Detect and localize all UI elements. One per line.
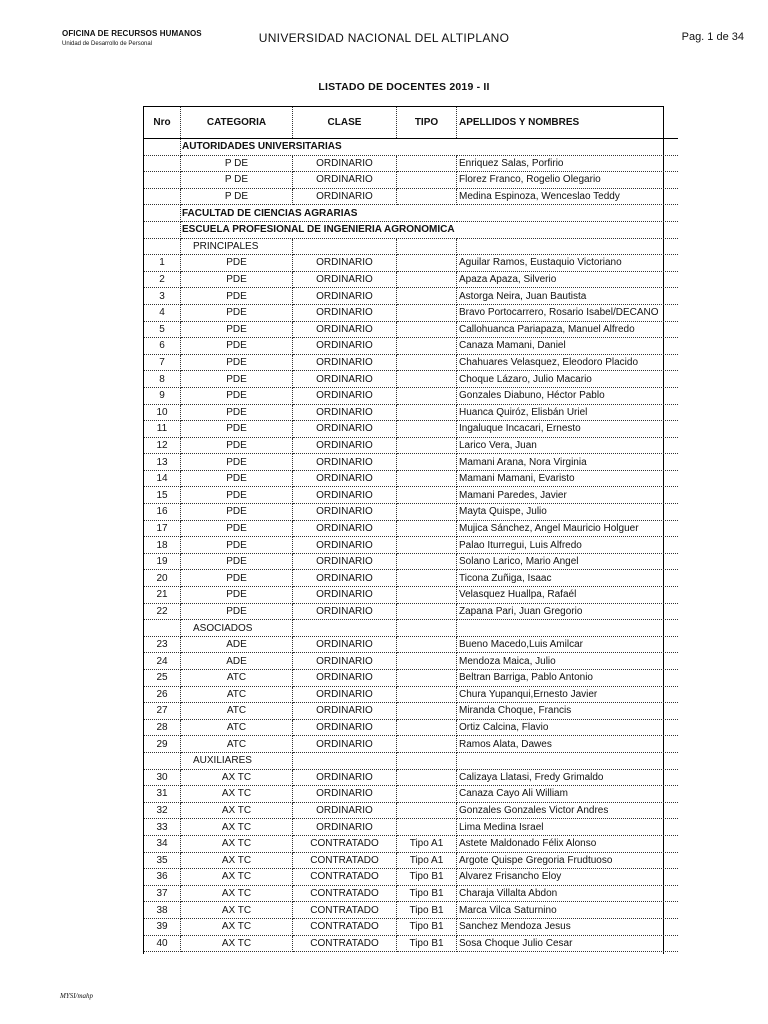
cell-nro xyxy=(144,238,181,255)
cell-tipo: Tipo A1 xyxy=(397,852,457,869)
cell-clase: ORDINARIO xyxy=(293,354,397,371)
table-row xyxy=(144,686,678,703)
cell-name: Gonzales Diabuno, Héctor Pablo xyxy=(457,387,679,404)
cell-tipo: Tipo B1 xyxy=(397,918,457,935)
cell-categoria: PDE xyxy=(181,421,293,438)
cell-nro: 2 xyxy=(144,271,181,288)
subsection-row xyxy=(144,620,678,637)
cell-nro xyxy=(144,620,181,637)
cell-name xyxy=(457,620,679,637)
cell-name: Mujica Sánchez, Angel Mauricio Holguer xyxy=(457,520,679,537)
faculty-table xyxy=(144,107,678,952)
table-row xyxy=(144,786,678,803)
cell-categoria: ADE xyxy=(181,636,293,653)
cell-nro: 20 xyxy=(144,570,181,587)
cell-tipo xyxy=(397,670,457,687)
cell-name: Ortiz Calcina, Flavio xyxy=(457,719,679,736)
table-row xyxy=(144,304,678,321)
cell-categoria: PDE xyxy=(181,437,293,454)
section-label: FACULTAD DE CIENCIAS AGRARIAS xyxy=(181,205,679,222)
cell-tipo xyxy=(397,570,457,587)
cell-tipo xyxy=(397,271,457,288)
cell-tipo xyxy=(397,636,457,653)
cell-categoria: PDE xyxy=(181,487,293,504)
cell-name: Charaja Villalta Abdon xyxy=(457,885,679,902)
cell-categoria: ATC xyxy=(181,670,293,687)
cell-categoria: PDE xyxy=(181,587,293,604)
cell-clase xyxy=(293,238,397,255)
table-row xyxy=(144,354,678,371)
subsection-row xyxy=(144,238,678,255)
table-row xyxy=(144,271,678,288)
cell-tipo xyxy=(397,371,457,388)
table-row xyxy=(144,437,678,454)
cell-tipo xyxy=(397,172,457,189)
cell-name: Callohuanca Pariapaza, Manuel Alfredo xyxy=(457,321,679,338)
cell-clase: ORDINARIO xyxy=(293,636,397,653)
table-row xyxy=(144,520,678,537)
cell-nro: 12 xyxy=(144,437,181,454)
cell-nro: 36 xyxy=(144,869,181,886)
cell-nro: 30 xyxy=(144,769,181,786)
cell-tipo: Tipo B1 xyxy=(397,935,457,952)
cell-name: Mamani Mamani, Evaristo xyxy=(457,470,679,487)
cell-name: Palao Iturregui, Luis Alfredo xyxy=(457,537,679,554)
cell-name: Zapana Pari, Juan Gregorio xyxy=(457,603,679,620)
cell-name: Sosa Choque Julio Cesar xyxy=(457,935,679,952)
cell-name: Miranda Choque, Francis xyxy=(457,703,679,720)
cell-name: Mendoza Maica, Julio xyxy=(457,653,679,670)
cell-tipo xyxy=(397,603,457,620)
cell-nro: 14 xyxy=(144,470,181,487)
cell-name: Florez Franco, Rogelio Olegario xyxy=(457,172,679,189)
table-row xyxy=(144,504,678,521)
table-row xyxy=(144,487,678,504)
cell-categoria: PDE xyxy=(181,570,293,587)
cell-nro: 13 xyxy=(144,454,181,471)
table-row xyxy=(144,454,678,471)
cell-tipo xyxy=(397,769,457,786)
cell-nro: 15 xyxy=(144,487,181,504)
cell-categoria: PDE xyxy=(181,255,293,272)
office-name: OFICINA DE RECURSOS HUMANOS xyxy=(62,29,202,38)
cell-clase: ORDINARIO xyxy=(293,686,397,703)
document-title: LISTADO DE DOCENTES 2019 - II xyxy=(318,81,490,93)
cell-nro: 40 xyxy=(144,935,181,952)
cell-nro: 32 xyxy=(144,802,181,819)
cell-nro: 24 xyxy=(144,653,181,670)
cell-tipo xyxy=(397,802,457,819)
cell-tipo xyxy=(397,387,457,404)
cell-clase: ORDINARIO xyxy=(293,371,397,388)
cell-name: Sanchez Mendoza Jesus xyxy=(457,918,679,935)
table-row xyxy=(144,553,678,570)
subsection-label: AUXILIARES xyxy=(181,752,293,769)
cell-clase: ORDINARIO xyxy=(293,769,397,786)
table-row xyxy=(144,835,678,852)
cell-name: Ingaluque Incacari, Ernesto xyxy=(457,421,679,438)
cell-categoria: P DE xyxy=(181,172,293,189)
cell-categoria: AX TC xyxy=(181,869,293,886)
section-row xyxy=(144,139,678,156)
table-row xyxy=(144,819,678,836)
cell-tipo: Tipo B1 xyxy=(397,885,457,902)
table-row xyxy=(144,537,678,554)
cell-name: Canaza Mamani, Daniel xyxy=(457,338,679,355)
cell-tipo xyxy=(397,520,457,537)
cell-nro: 37 xyxy=(144,885,181,902)
section-label: AUTORIDADES UNIVERSITARIAS xyxy=(181,139,679,156)
cell-tipo xyxy=(397,686,457,703)
cell-tipo xyxy=(397,504,457,521)
table-row xyxy=(144,885,678,902)
cell-nro xyxy=(144,221,181,238)
table-row xyxy=(144,172,678,189)
cell-clase: ORDINARIO xyxy=(293,520,397,537)
cell-tipo xyxy=(397,437,457,454)
table-row xyxy=(144,404,678,421)
cell-tipo xyxy=(397,421,457,438)
cell-name: Velasquez Huallpa, Rafaél xyxy=(457,587,679,604)
table-row xyxy=(144,155,678,172)
cell-tipo: Tipo A1 xyxy=(397,835,457,852)
cell-name: Solano Larico, Mario Angel xyxy=(457,553,679,570)
cell-categoria: AX TC xyxy=(181,918,293,935)
cell-nro: 8 xyxy=(144,371,181,388)
cell-name xyxy=(457,238,679,255)
cell-clase: ORDINARIO xyxy=(293,321,397,338)
cell-nro xyxy=(144,172,181,189)
table-row xyxy=(144,371,678,388)
cell-categoria: AX TC xyxy=(181,769,293,786)
cell-name: Chura Yupanqui,Ernesto Javier xyxy=(457,686,679,703)
cell-name: Ramos Alata, Dawes xyxy=(457,736,679,753)
subsection-label: ASOCIADOS xyxy=(181,620,293,637)
table-row xyxy=(144,918,678,935)
cell-tipo xyxy=(397,188,457,205)
cell-clase: CONTRATADO xyxy=(293,902,397,919)
table-row xyxy=(144,587,678,604)
cell-name: Medina Espinoza, Wenceslao Teddy xyxy=(457,188,679,205)
cell-tipo xyxy=(397,255,457,272)
cell-nro: 38 xyxy=(144,902,181,919)
cell-nro: 7 xyxy=(144,354,181,371)
cell-clase: CONTRATADO xyxy=(293,918,397,935)
cell-name: Astete Maldonado Félix Alonso xyxy=(457,835,679,852)
table-row xyxy=(144,670,678,687)
cell-name: Calizaya Llatasi, Fredy Grimaldo xyxy=(457,769,679,786)
cell-name: Apaza Apaza, Silverio xyxy=(457,271,679,288)
column-header-tipo: TIPO xyxy=(397,107,457,139)
cell-categoria: AX TC xyxy=(181,835,293,852)
cell-clase: ORDINARIO xyxy=(293,155,397,172)
subsection-row xyxy=(144,752,678,769)
cell-nro: 11 xyxy=(144,421,181,438)
cell-categoria: PDE xyxy=(181,470,293,487)
cell-clase: ORDINARIO xyxy=(293,188,397,205)
table-row xyxy=(144,902,678,919)
section-row xyxy=(144,205,678,222)
cell-clase: ORDINARIO xyxy=(293,553,397,570)
cell-tipo: Tipo B1 xyxy=(397,902,457,919)
cell-categoria: PDE xyxy=(181,338,293,355)
cell-clase: ORDINARIO xyxy=(293,786,397,803)
cell-clase: CONTRATADO xyxy=(293,935,397,952)
cell-categoria: AX TC xyxy=(181,852,293,869)
table-row xyxy=(144,802,678,819)
cell-name: Choque Lázaro, Julio Macario xyxy=(457,371,679,388)
cell-nro: 26 xyxy=(144,686,181,703)
cell-clase: ORDINARIO xyxy=(293,387,397,404)
cell-nro: 29 xyxy=(144,736,181,753)
cell-clase: CONTRATADO xyxy=(293,885,397,902)
section-row xyxy=(144,221,678,238)
cell-tipo xyxy=(397,819,457,836)
cell-tipo xyxy=(397,752,457,769)
cell-clase: ORDINARIO xyxy=(293,288,397,305)
cell-tipo xyxy=(397,620,457,637)
cell-nro: 9 xyxy=(144,387,181,404)
cell-name: Enriquez Salas, Porfirio xyxy=(457,155,679,172)
cell-clase: ORDINARIO xyxy=(293,819,397,836)
table-row xyxy=(144,703,678,720)
cell-name: Mamani Paredes, Javier xyxy=(457,487,679,504)
cell-name: Bravo Portocarrero, Rosario Isabel/DECANO xyxy=(457,304,679,321)
cell-categoria: PDE xyxy=(181,371,293,388)
cell-categoria: PDE xyxy=(181,553,293,570)
cell-categoria: ATC xyxy=(181,686,293,703)
cell-categoria: PDE xyxy=(181,404,293,421)
cell-tipo xyxy=(397,487,457,504)
cell-clase: ORDINARIO xyxy=(293,487,397,504)
cell-name: Argote Quispe Gregoria Frudtuoso xyxy=(457,852,679,869)
cell-categoria: AX TC xyxy=(181,902,293,919)
cell-nro: 25 xyxy=(144,670,181,687)
cell-tipo xyxy=(397,304,457,321)
cell-tipo xyxy=(397,736,457,753)
table-row xyxy=(144,935,678,952)
column-header-clase: CLASE xyxy=(293,107,397,139)
cell-categoria: PDE xyxy=(181,603,293,620)
cell-categoria: PDE xyxy=(181,288,293,305)
cell-nro: 35 xyxy=(144,852,181,869)
cell-clase: ORDINARIO xyxy=(293,537,397,554)
cell-nro: 31 xyxy=(144,786,181,803)
cell-categoria: ATC xyxy=(181,736,293,753)
cell-categoria: AX TC xyxy=(181,802,293,819)
cell-nro: 21 xyxy=(144,587,181,604)
cell-nro: 18 xyxy=(144,537,181,554)
cell-clase: ORDINARIO xyxy=(293,570,397,587)
cell-tipo xyxy=(397,653,457,670)
table-row xyxy=(144,636,678,653)
cell-clase: ORDINARIO xyxy=(293,802,397,819)
cell-categoria: PDE xyxy=(181,387,293,404)
cell-name: Mamani Arana, Nora Virginia xyxy=(457,454,679,471)
cell-categoria: PDE xyxy=(181,454,293,471)
cell-tipo xyxy=(397,321,457,338)
cell-clase: ORDINARIO xyxy=(293,454,397,471)
cell-tipo xyxy=(397,288,457,305)
cell-clase: CONTRATADO xyxy=(293,835,397,852)
unit-name: Unidad de Desarrollo de Personal xyxy=(62,41,153,47)
table-header-row xyxy=(144,107,678,139)
cell-name: Aguilar Ramos, Eustaquio Victoriano xyxy=(457,255,679,272)
cell-clase: ORDINARIO xyxy=(293,587,397,604)
table-row xyxy=(144,321,678,338)
cell-nro: 6 xyxy=(144,338,181,355)
table-row xyxy=(144,288,678,305)
cell-clase: ORDINARIO xyxy=(293,255,397,272)
cell-nro: 10 xyxy=(144,404,181,421)
cell-name: Astorga Neira, Juan Bautista xyxy=(457,288,679,305)
cell-nro xyxy=(144,752,181,769)
cell-categoria: AX TC xyxy=(181,885,293,902)
table-row xyxy=(144,603,678,620)
cell-nro: 39 xyxy=(144,918,181,935)
cell-name: Ticona Zuñiga, Isaac xyxy=(457,570,679,587)
cell-tipo xyxy=(397,537,457,554)
cell-clase: ORDINARIO xyxy=(293,719,397,736)
cell-tipo xyxy=(397,703,457,720)
cell-nro: 34 xyxy=(144,835,181,852)
table-row xyxy=(144,852,678,869)
table-row xyxy=(144,769,678,786)
cell-nro xyxy=(144,205,181,222)
cell-name: Gonzales Gonzales Victor Andres xyxy=(457,802,679,819)
cell-tipo: Tipo B1 xyxy=(397,869,457,886)
cell-categoria: PDE xyxy=(181,321,293,338)
cell-nro: 1 xyxy=(144,255,181,272)
cell-nro: 33 xyxy=(144,819,181,836)
cell-nro: 5 xyxy=(144,321,181,338)
cell-clase: ORDINARIO xyxy=(293,603,397,620)
cell-name: Marca Vilca Saturnino xyxy=(457,902,679,919)
cell-categoria: ATC xyxy=(181,703,293,720)
table-row xyxy=(144,719,678,736)
cell-categoria: AX TC xyxy=(181,935,293,952)
column-header-categoria: CATEGORIA xyxy=(181,107,293,139)
cell-categoria: P DE xyxy=(181,188,293,205)
cell-name: Beltran Barriga, Pablo Antonio xyxy=(457,670,679,687)
cell-tipo xyxy=(397,786,457,803)
cell-tipo xyxy=(397,354,457,371)
cell-nro: 3 xyxy=(144,288,181,305)
cell-categoria: PDE xyxy=(181,271,293,288)
cell-nro: 4 xyxy=(144,304,181,321)
cell-categoria: PDE xyxy=(181,520,293,537)
footer-initials: MYSI/mahp xyxy=(60,992,94,1000)
cell-name: Larico Vera, Juan xyxy=(457,437,679,454)
cell-clase xyxy=(293,620,397,637)
cell-clase xyxy=(293,752,397,769)
cell-nro: 17 xyxy=(144,520,181,537)
cell-tipo xyxy=(397,553,457,570)
cell-tipo xyxy=(397,238,457,255)
cell-clase: ORDINARIO xyxy=(293,670,397,687)
cell-name: Mayta Quispe, Julio xyxy=(457,504,679,521)
cell-name: Canaza Cayo Ali William xyxy=(457,786,679,803)
cell-name: Huanca Quiróz, Elisbán Uriel xyxy=(457,404,679,421)
cell-nro: 16 xyxy=(144,504,181,521)
table-row xyxy=(144,470,678,487)
cell-name xyxy=(457,752,679,769)
cell-tipo xyxy=(397,470,457,487)
cell-categoria: AX TC xyxy=(181,819,293,836)
cell-clase: ORDINARIO xyxy=(293,338,397,355)
cell-tipo xyxy=(397,719,457,736)
column-header-nro: Nro xyxy=(144,107,181,139)
table-row xyxy=(144,188,678,205)
section-label: ESCUELA PROFESIONAL DE INGENIERIA AGRONOMICA xyxy=(181,221,679,238)
cell-nro: 22 xyxy=(144,603,181,620)
cell-clase: CONTRATADO xyxy=(293,852,397,869)
cell-clase: ORDINARIO xyxy=(293,304,397,321)
cell-categoria: PDE xyxy=(181,354,293,371)
cell-nro: 23 xyxy=(144,636,181,653)
cell-nro xyxy=(144,188,181,205)
subsection-label: PRINCIPALES xyxy=(181,238,293,255)
table-row xyxy=(144,421,678,438)
university-name: UNIVERSIDAD NACIONAL DEL ALTIPLANO xyxy=(258,31,510,45)
cell-categoria: P DE xyxy=(181,155,293,172)
table-row xyxy=(144,869,678,886)
cell-clase: ORDINARIO xyxy=(293,271,397,288)
cell-nro: 19 xyxy=(144,553,181,570)
cell-categoria: AX TC xyxy=(181,786,293,803)
cell-tipo xyxy=(397,155,457,172)
cell-clase: ORDINARIO xyxy=(293,172,397,189)
cell-categoria: ADE xyxy=(181,653,293,670)
cell-clase: ORDINARIO xyxy=(293,653,397,670)
table-row xyxy=(144,653,678,670)
cell-name: Lima Medina Israel xyxy=(457,819,679,836)
cell-name: Bueno Macedo,Luis Amilcar xyxy=(457,636,679,653)
cell-tipo xyxy=(397,338,457,355)
column-header-nombres: APELLIDOS Y NOMBRES xyxy=(457,107,679,139)
cell-nro xyxy=(144,155,181,172)
table-row xyxy=(144,570,678,587)
cell-nro: 28 xyxy=(144,719,181,736)
table-row xyxy=(144,736,678,753)
cell-clase: ORDINARIO xyxy=(293,470,397,487)
cell-tipo xyxy=(397,587,457,604)
cell-name: Alvarez Frisancho Eloy xyxy=(457,869,679,886)
cell-categoria: ATC xyxy=(181,719,293,736)
cell-clase: ORDINARIO xyxy=(293,437,397,454)
cell-clase: ORDINARIO xyxy=(293,736,397,753)
table-row xyxy=(144,387,678,404)
cell-name: Chahuares Velasquez, Eleodoro Placido xyxy=(457,354,679,371)
cell-tipo xyxy=(397,404,457,421)
cell-clase: CONTRATADO xyxy=(293,869,397,886)
cell-clase: ORDINARIO xyxy=(293,703,397,720)
cell-nro xyxy=(144,139,181,156)
cell-categoria: PDE xyxy=(181,504,293,521)
cell-categoria: PDE xyxy=(181,304,293,321)
table-row xyxy=(144,338,678,355)
cell-clase: ORDINARIO xyxy=(293,504,397,521)
cell-tipo xyxy=(397,454,457,471)
cell-clase: ORDINARIO xyxy=(293,421,397,438)
cell-clase: ORDINARIO xyxy=(293,404,397,421)
table-row xyxy=(144,255,678,272)
cell-nro: 27 xyxy=(144,703,181,720)
page-number: Pag. 1 de 34 xyxy=(681,31,744,43)
cell-categoria: PDE xyxy=(181,537,293,554)
